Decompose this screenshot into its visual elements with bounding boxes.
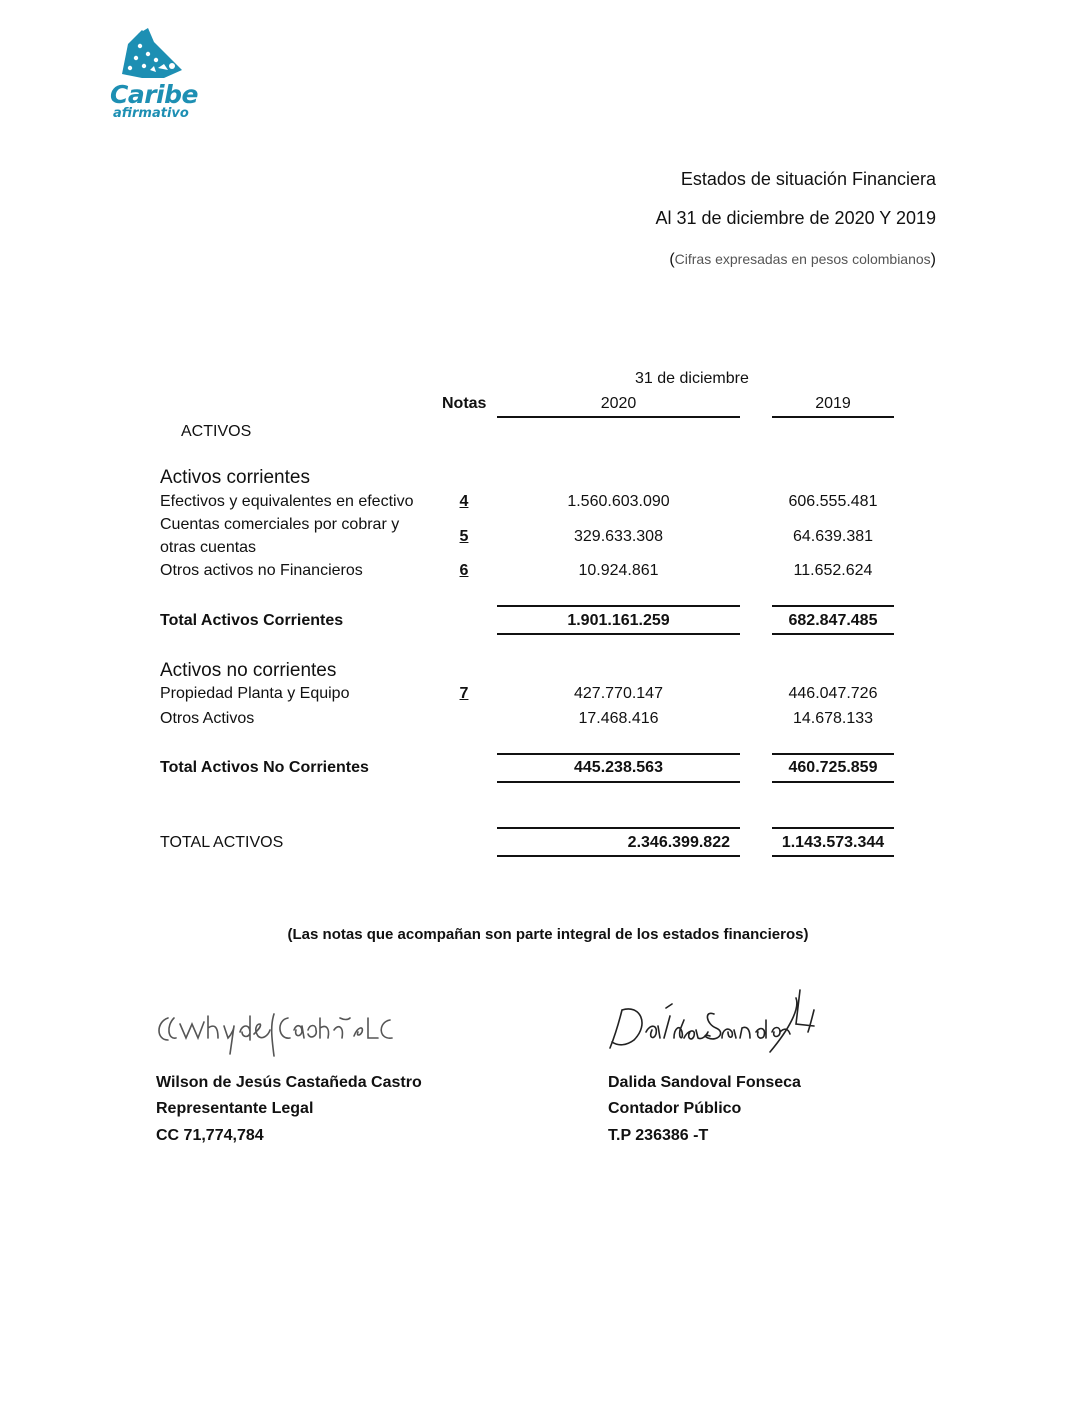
activos-heading: ACTIVOS: [181, 423, 252, 440]
header-rule-2019: [772, 416, 894, 418]
currency-note: (Cifras expresadas en pesos colombianos): [669, 251, 936, 268]
value-2020-otros-activos: 17.468.416: [578, 710, 659, 727]
total-activos-2020: 2.346.399.822: [627, 834, 730, 851]
value-2020-cuentas: 329.633.308: [574, 528, 663, 545]
value-2020-propiedad: 427.770.147: [574, 685, 663, 702]
rule-bottom-total-nocorr-2020: [497, 781, 740, 783]
value-2019-cuentas: 64.639.381: [792, 528, 874, 545]
value-2019-otros-activos: 14.678.133: [792, 710, 874, 727]
section-heading-corrientes: Activos corrientes: [160, 467, 310, 488]
footnote: (Las notas que acompañan son parte integral de los estados financieros): [287, 926, 809, 943]
signatory-legal-role: Representante Legal: [156, 1100, 314, 1117]
signatory-legal-id: CC 71,774,784: [156, 1127, 264, 1144]
total-2019-no-corrientes: 460.725.859: [788, 759, 878, 776]
row-label-propiedad: Propiedad Planta y Equipo: [160, 685, 350, 702]
rule-bottom-total-activos-2019: [772, 855, 894, 857]
rule-top-total-corr-2019: [772, 605, 894, 607]
total-2020-no-corrientes: 445.238.563: [574, 759, 663, 776]
year-2019-header: 2019: [815, 395, 851, 412]
row-label-cuentas-line2: otras cuentas: [160, 539, 257, 556]
header-rule-2020: [497, 416, 740, 418]
signatory-accountant-role: Contador Público: [608, 1100, 742, 1117]
value-2020-otros-no-financieros: 10.924.861: [578, 562, 659, 579]
rule-top-total-corr-2020: [497, 605, 740, 607]
signatory-accountant-name: Dalida Sandoval Fonseca: [608, 1074, 801, 1091]
rule-top-total-activos-2019: [772, 827, 894, 829]
note-ref-5: 5: [459, 528, 469, 545]
value-2019-efectivo: 606.555.481: [788, 493, 878, 510]
signatory-accountant-id: T.P 236386 -T: [608, 1127, 709, 1144]
total-label-no-corrientes: Total Activos No Corrientes: [160, 759, 369, 776]
period-header: 31 de diciembre: [635, 370, 749, 387]
notas-header: Notas: [442, 395, 487, 412]
total-activos-2019: 1.143.573.344: [781, 834, 885, 851]
rule-bottom-total-activos-2020: [497, 855, 740, 857]
note-ref-7: 7: [459, 685, 469, 702]
note-ref-4: 4: [459, 493, 469, 510]
signatory-legal-name: Wilson de Jesús Castañeda Castro: [156, 1074, 422, 1091]
value-2019-propiedad: 446.047.726: [788, 685, 878, 702]
total-2020-corrientes: 1.901.161.259: [567, 612, 670, 629]
logo-wordmark: Caribe: [110, 80, 198, 109]
signature-legal-rep-icon: [150, 996, 410, 1066]
row-label-cuentas-line1: Cuentas comerciales por cobrar y: [160, 516, 400, 533]
year-2020-header: 2020: [600, 395, 637, 412]
total-2019-corrientes: 682.847.485: [788, 612, 878, 629]
document-title: Estados de situación Financiera: [680, 169, 936, 189]
total-activos-label: TOTAL ACTIVOS: [160, 834, 284, 851]
value-2019-otros-no-financieros: 11.652.624: [793, 562, 873, 579]
currency-note-text: Cifras expresadas en pesos colombianos: [674, 251, 931, 267]
rule-bottom-total-corr-2019: [772, 633, 894, 635]
row-label-efectivo: Efectivos y equivalentes en efectivo: [160, 493, 414, 510]
rule-bottom-total-nocorr-2019: [772, 781, 894, 783]
rule-top-total-activos-2020: [497, 827, 740, 829]
note-ref-6: 6: [459, 562, 469, 579]
value-2020-efectivo: 1.560.603.090: [567, 493, 670, 510]
row-label-otros-no-financieros: Otros activos no Financieros: [160, 562, 363, 579]
signature-accountant-icon: [600, 980, 820, 1060]
total-label-corrientes: Total Activos Corrientes: [160, 612, 344, 629]
logo-tagline: afirmativo: [113, 106, 189, 121]
document-date: Al 31 de diciembre de 2020 Y 2019: [655, 208, 936, 228]
row-label-otros-activos: Otros Activos: [160, 710, 255, 727]
rule-top-total-nocorr-2020: [497, 753, 740, 755]
rule-top-total-nocorr-2019: [772, 753, 894, 755]
section-heading-no-corrientes: Activos no corrientes: [160, 660, 337, 681]
rule-bottom-total-corr-2020: [497, 633, 740, 635]
